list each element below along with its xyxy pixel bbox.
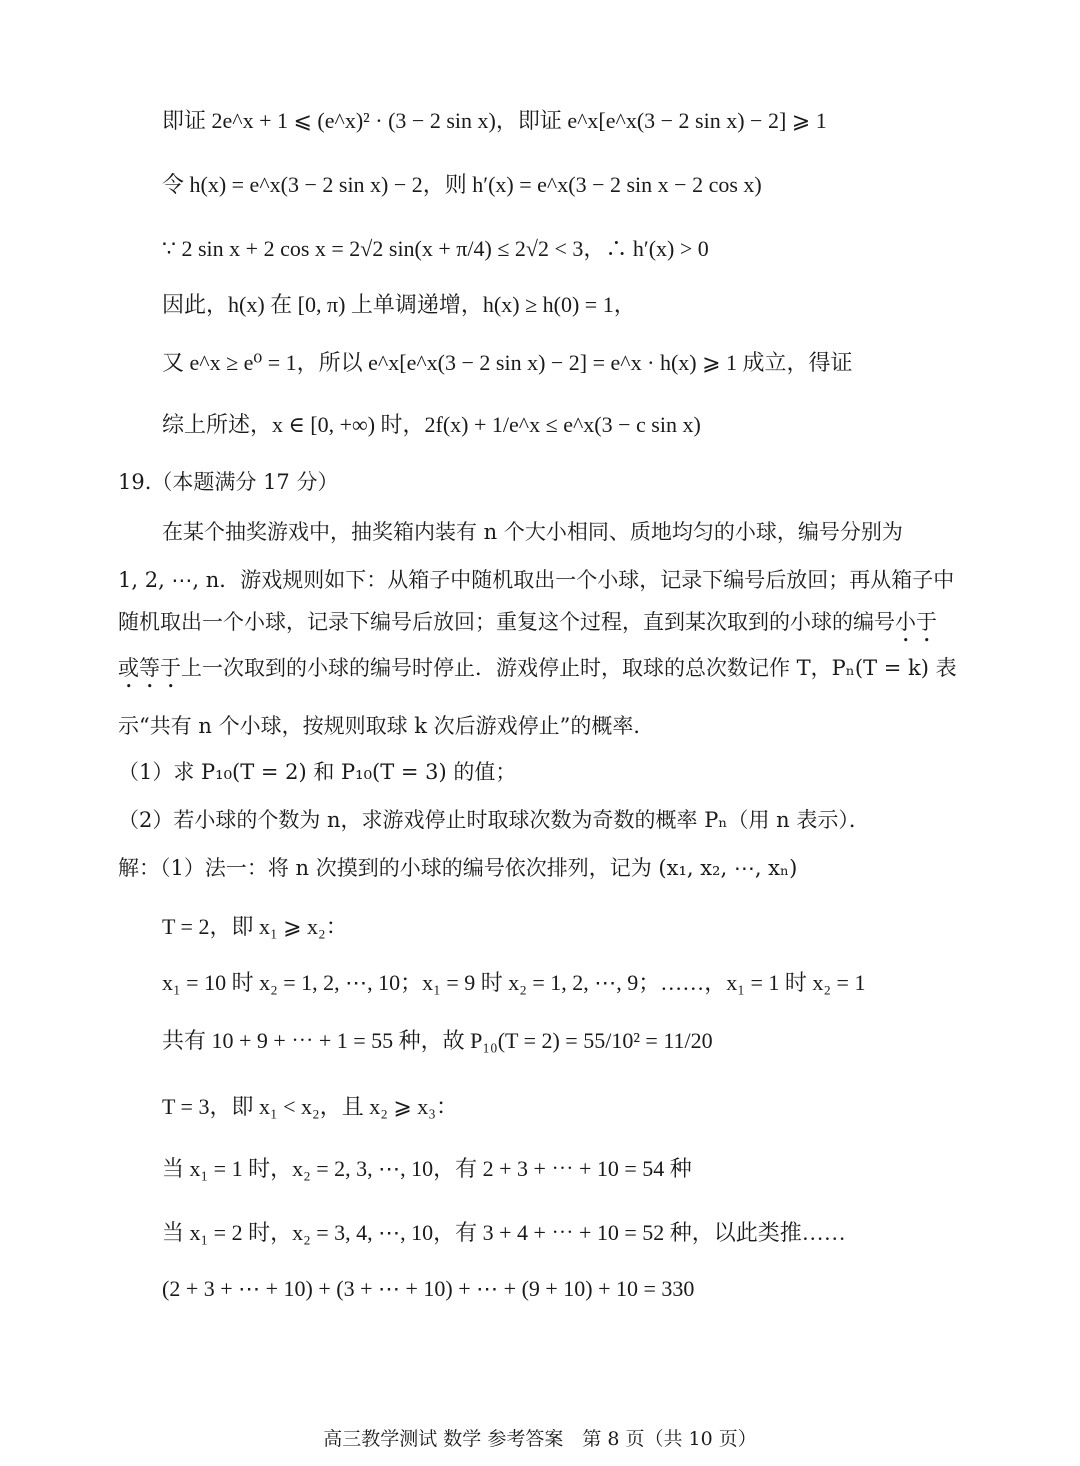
emphasis-or-equal: 或等于	[118, 656, 181, 680]
solution-line-7: 当 x₁ = 2 时，x₂ = 3, 4, ⋯, 10，有 3 + 4 + ⋯ + 10 = 52 种，以此类推……	[162, 1220, 846, 1245]
question-2: （2）若小球的个数为 n，求游戏停止时取球次数为奇数的概率 Pₙ（用 n 表示）．	[118, 808, 870, 832]
page-footer: 高三教学测试 数学 参考答案 第 8 页（共 10 页）	[323, 1428, 757, 1450]
problem-para-3-text: 随机取出一个小球，记录下编号后放回；重复这个过程，直到某次取到的小球的编号	[118, 610, 895, 634]
problem-para-4	[118, 656, 957, 693]
solution-line-1: 解：（1）法一：将 n 次摸到的小球的编号依次排列，记为 (x₁, x₂, ⋯, xₙ)	[118, 856, 798, 880]
proof-line-4: 因此，h(x) 在 [0, π) 上单调递增，h(x) ≥ h(0) = 1，	[162, 292, 636, 317]
problem-para-2: 1, 2, ⋯, n．游戏规则如下：从箱子中随机取出一个小球，记录下编号后放回；再从箱子中	[118, 568, 955, 592]
question-1: （1）求 P₁₀(T = 2) 和 P₁₀(T = 3) 的值；	[118, 760, 517, 784]
problem-para-3	[118, 610, 937, 647]
solution-line-5: T = 3，即 x₁ < x₂，且 x₂ ⩾ x₃：	[162, 1094, 458, 1119]
proof-line-6: 综上所述，x ∈ [0, +∞) 时，2f(x) + 1/e^x ≤ e^x(3 − c sin x)	[162, 412, 701, 437]
proof-line-2: 令 h(x) = e^x(3 − 2 sin x) − 2，则 h′(x) = e^x(3 − 2 sin x − 2 cos x)	[162, 172, 762, 197]
problem-para-5: 示“共有 n 个小球，按规则取球 k 次后游戏停止”的概率．	[118, 714, 655, 738]
solution-line-8: (2 + 3 + ⋯ + 10) + (3 + ⋯ + 10) + ⋯ + (9 + 10) + 10 = 330	[162, 1276, 695, 1301]
problem-header: 19.（本题满分 17 分）	[118, 470, 339, 494]
proof-line-3: ∵ 2 sin x + 2 cos x = 2√2 sin(x + π/4) ≤ 2√2 < 3，∴ h′(x) > 0	[162, 236, 709, 261]
emphasis-less-than: 小于	[895, 610, 937, 634]
solution-line-4: 共有 10 + 9 + ⋯ + 1 = 55 种，故 P₁₀(T = 2) = 55/10² = 11/20	[162, 1028, 713, 1053]
solution-line-6: 当 x₁ = 1 时，x₂ = 2, 3, ⋯, 10，有 2 + 3 + ⋯ + 10 = 54 种	[162, 1156, 692, 1181]
solution-line-3: x₁ = 10 时 x₂ = 1, 2, ⋯, 10；x₁ = 9 时 x₂ = 1, 2, ⋯, 9；……，x₁ = 1 时 x₂ = 1	[162, 970, 866, 995]
problem-para-4-text: 上一次取到的小球的编号时停止．游戏停止时，取球的总次数记作 T，Pₙ(T = k) 表	[181, 656, 957, 680]
problem-para-1: 在某个抽奖游戏中，抽奖箱内装有 n 个大小相同、质地均匀的小球，编号分别为	[162, 520, 903, 544]
proof-line-1: 即证 2e^x + 1 ⩽ (e^x)² · (3 − 2 sin x)，即证 e^x[e^x(3 − 2 sin x) − 2] ⩾ 1	[162, 108, 827, 133]
solution-line-2: T = 2，即 x₁ ⩾ x₂：	[162, 914, 348, 939]
proof-line-5: 又 e^x ≥ e⁰ = 1，所以 e^x[e^x(3 − 2 sin x) − 2] = e^x · h(x) ⩾ 1 成立，得证	[162, 350, 853, 375]
